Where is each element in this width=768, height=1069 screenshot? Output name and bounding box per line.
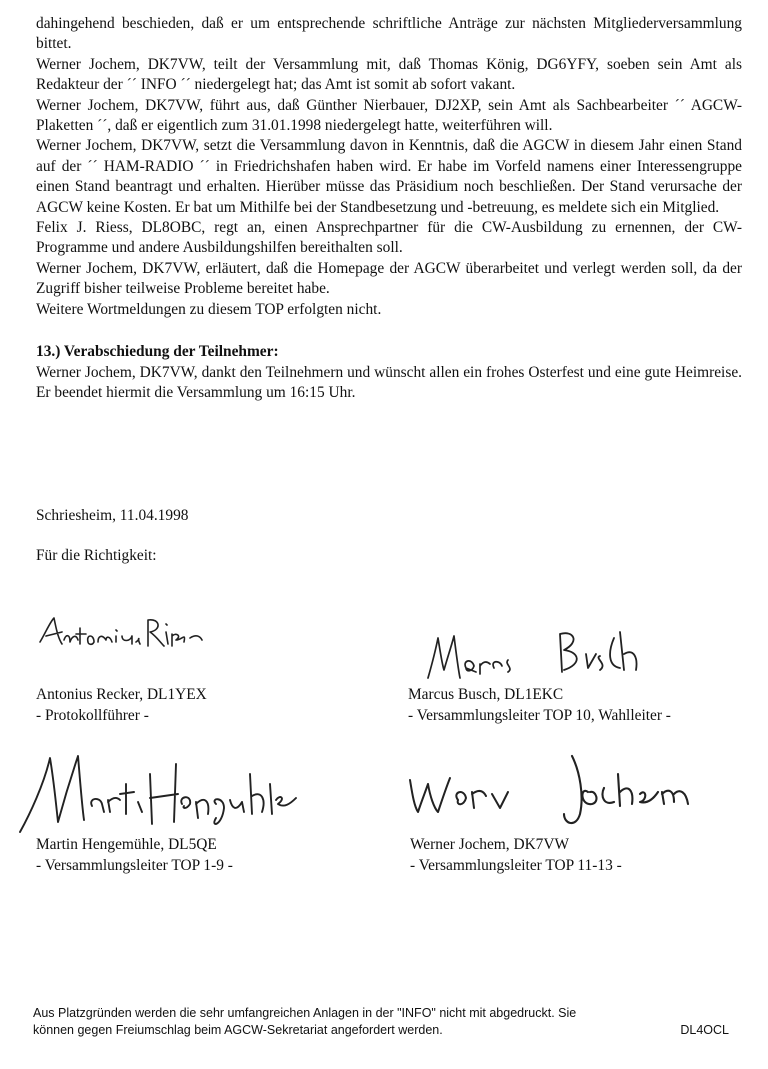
signature-martin-hengemuehle [10, 744, 310, 840]
signatory-name: Marcus Busch, DL1EKC [408, 686, 564, 703]
footer-line: können gegen Freiumschlag beim AGCW-Sekretariat angefordert werden. [33, 1023, 443, 1037]
signatory-role: - Versammlungsleiter TOP 11-13 - [410, 857, 622, 874]
signatory-role: - Protokollführer - [36, 707, 149, 724]
signatory-busch [408, 684, 671, 726]
signatory-recker [36, 684, 207, 726]
paragraph: Werner Jochem, DK7VW, erläutert, daß die Homepage der AGCW überarbeitet und verlegt werden soll, da der Zugriff bisher teilweise Probleme bereitet habe. [36, 259, 742, 298]
signature-marcus-busch [424, 624, 664, 686]
signature-werner-jochem [404, 752, 704, 832]
body-text [36, 14, 742, 403]
section-text: Werner Jochem, DK7VW, dankt den Teilnehmern und wünscht allen ein frohes Osterfest und eine gute Heimreise. Er beendet hiermit die Versammlung um 16:15 Uhr. [36, 363, 742, 401]
footer-line: Aus Platzgründen werden die sehr umfangreichen Anlagen in der "INFO" nicht mit abgedruckt. Sie [33, 1006, 577, 1020]
section-heading: 13.) Verabschiedung der Teilnehmer: [36, 343, 279, 361]
signature-antonius-recker [36, 612, 216, 656]
signatory-name: Martin Hengemühle, DL5QE [36, 836, 217, 853]
paragraph: Felix J. Riess, DL8OBC, regt an, einen Ansprechpartner für die CW-Ausbildung zu ernennen, der CW-Programme und andere Ausbildungshilfen bereithalten soll. [36, 219, 742, 257]
signatory-hengemuehle [36, 834, 233, 876]
signatory-jochem [410, 834, 622, 876]
correctness-label: Für die Richtigkeit: [36, 547, 157, 564]
paragraph: Weitere Wortmeldungen zu diesem TOP erfolgten nicht. [36, 300, 382, 318]
footer-note [33, 1005, 733, 1039]
signatory-role: - Versammlungsleiter TOP 1-9 - [36, 857, 233, 874]
signatory-name: Werner Jochem, DK7VW [410, 836, 570, 853]
paragraph: Werner Jochem, DK7VW, führt aus, daß Günther Nierbauer, DJ2XP, sein Amt als Sachbearbeiter ´´ AGCW-Plaketten ´´, daß er eigentlich zum 31.01.1998 niedergelegt hatte, weiterführen will. [36, 96, 742, 135]
signatory-name: Antonius Recker, DL1YEX [36, 686, 207, 703]
place-date: Schriesheim, 11.04.1998 [36, 507, 189, 524]
paragraph: dahingehend beschieden, daß er um entsprechende schriftliche Anträge zur nächsten Mitgliederversammlung bittet. [36, 15, 742, 53]
paragraph: Werner Jochem, DK7VW, teilt der Versammlung mit, daß Thomas König, DG6YFY, soeben sein Amt als Redakteur der ´´ INFO ´´ niedergelegt hat; das Amt ist somit ab sofort vakant. [36, 55, 742, 94]
footer-code: DL4OCL [680, 1023, 729, 1037]
paragraph: Werner Jochem, DK7VW, setzt die Versammlung davon in Kenntnis, daß die AGCW in diesem Jahr einen Stand auf der ´´ HAM-RADIO ´´ in Friedrichshafen haben wird. Er habe im Vorfeld namens einer Interessengruppe einen Stand beantragt und erhalten. Hierüber müsse das Präsidium noch beschließen. Der Stand verursache der AGCW keine Kosten. Er bat um Mithilfe bei der Standbesetzung und -betreuung, es meldete sich ein Mitglied. [36, 137, 742, 216]
signatory-role: - Versammlungsleiter TOP 10, Wahlleiter - [408, 707, 671, 724]
